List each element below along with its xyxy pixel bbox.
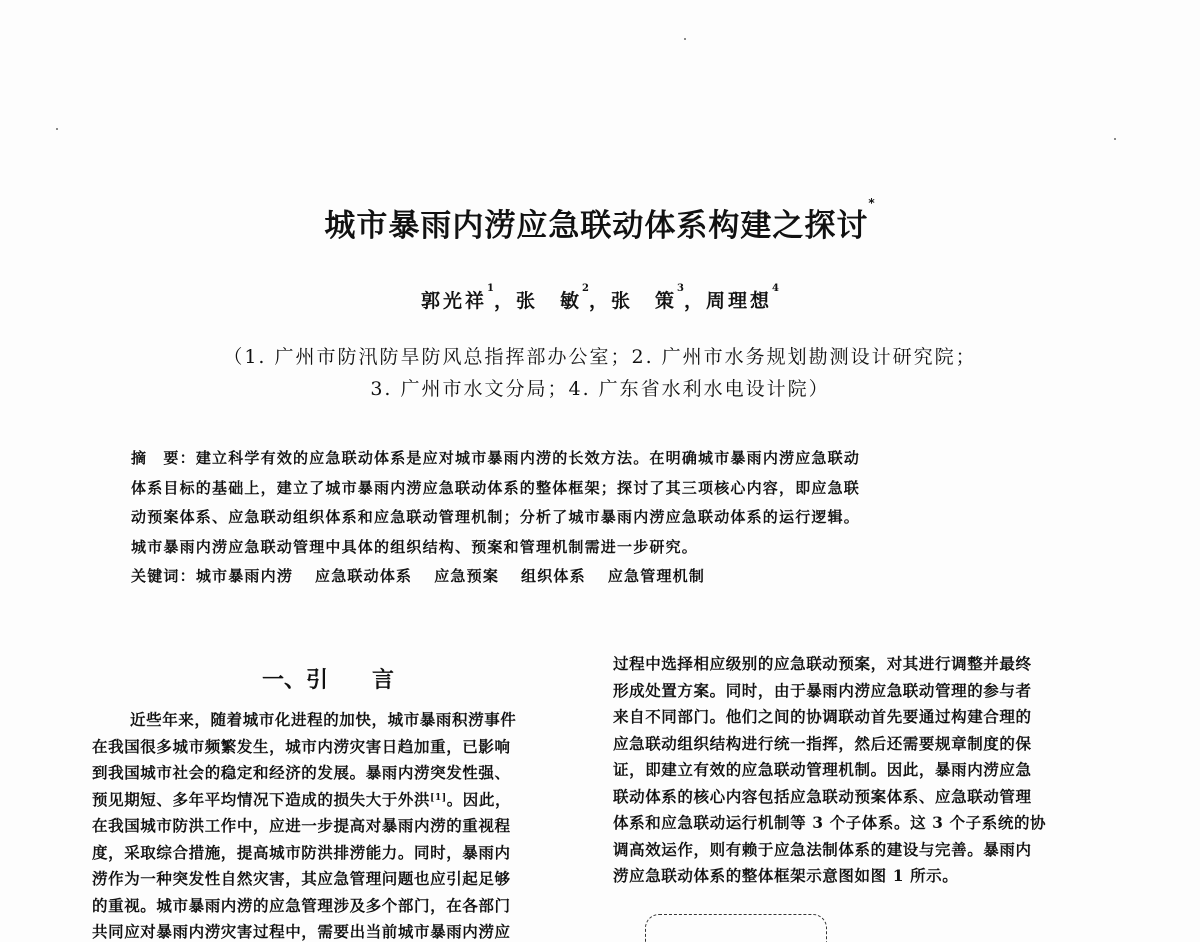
section-heading <box>262 663 394 694</box>
author-name: 张 策 <box>611 290 678 312</box>
body-line: 联动体系的核心内容包括应急联动预案体系、应急联动管理 <box>613 786 1032 806</box>
body-line: 的重视。城市暴雨内涝的应急管理涉及多个部门，在各部门 <box>92 895 511 915</box>
author-name: 周理想 <box>706 290 773 312</box>
author-affil-sup: 4 <box>772 283 779 294</box>
body-line: 来自不同部门。他们之间的协调联动首先要通过构建合理的 <box>613 707 1032 726</box>
scan-speck <box>684 38 686 40</box>
body-line: 证，即建立有效的应急联动管理机制。因此，暴雨内涝应急 <box>613 760 1032 779</box>
abstract-label: 摘 要： <box>131 449 196 467</box>
section-number: 一、 <box>262 668 307 693</box>
right-column <box>613 651 1103 890</box>
author-separator: ， <box>588 290 611 312</box>
body-line: 过程中选择相应级别的应急联动预案，对其进行调整并最终 <box>613 654 1032 673</box>
body-line: 调高效运作，则有赖于应急法制体系的建设与完善。暴雨内 <box>613 839 1032 859</box>
left-column <box>92 707 582 942</box>
paper-title <box>0 196 1200 245</box>
paper-title-text: 城市暴雨内涝应急联动体系构建之探讨 <box>324 208 869 244</box>
author-name: 张 敏 <box>516 290 583 312</box>
scan-speck <box>56 128 58 130</box>
section-title-part: 言 <box>372 668 395 693</box>
citation-mark: [1] <box>430 792 447 803</box>
author-affil-sup: 3 <box>677 283 684 294</box>
body-line: 应急联动组织结构进行统一指挥，然后还需要规章制度的保 <box>613 733 1032 753</box>
author-name: 郭光祥 <box>421 290 488 312</box>
keyword: 组织体系 <box>521 567 586 585</box>
body-line: 共同应对暴雨内涝灾害过程中，需要出当前城市暴雨内涝应 <box>92 922 511 941</box>
affiliation-line: （1. 广州市防汛防旱防风总指挥部办公室；2. 广州市水务规划勘测设计研究院； <box>223 346 977 368</box>
body-line: 近些年来，随着城市化进程的加快，城市暴雨积涝事件 <box>130 710 517 729</box>
body-line: 预见期短、多年平均情况下造成的损失大于外洪[1]。因此， <box>92 789 512 809</box>
affiliation-line: 3. 广州市水文分局；4. 广东省水利水电设计院） <box>370 378 830 400</box>
keyword: 应急预案 <box>434 567 500 585</box>
scan-speck <box>1114 138 1116 140</box>
figure-frame-top <box>645 914 827 942</box>
author-affil-sup: 2 <box>582 283 589 294</box>
abstract-line: 体系目标的基础上，建立了城市暴雨内涝应急联动体系的整体框架；探讨了其三项核心内容，即应急联 <box>131 478 861 497</box>
body-line: 体系和应急联动运行机制等 3 个子体系。这 3 个子系统的协 <box>613 813 1047 832</box>
author-separator: ， <box>683 290 706 312</box>
keyword: 应急管理机制 <box>607 567 706 585</box>
title-footnote-mark: * <box>868 196 876 210</box>
abstract-line <box>131 444 1071 474</box>
keywords-label: 关键词： <box>131 567 196 585</box>
abstract-line: 动预案体系、应急联动组织体系和应急联动管理机制；分析了城市暴雨内涝应急联动体系的运行逻辑。 <box>131 508 861 526</box>
body-line: 在我国城市防洪工作中，应进一步提高对暴雨内涝的重视程 <box>92 816 511 835</box>
body-line: 到我国城市社会的稳定和经济的发展。暴雨内涝突发性强、 <box>92 763 511 782</box>
keyword: 应急联动体系 <box>315 567 413 585</box>
body-line: 涝作为一种突发性自然灾害，其应急管理问题也应引起足够 <box>92 869 511 888</box>
body-line: 度，采取综合措施，提高城市防洪排涝能力。同时，暴雨内 <box>92 842 511 862</box>
abstract-line: 城市暴雨内涝应急联动管理中具体的组织结构、预案和管理机制需进一步研究。 <box>131 537 699 556</box>
abstract-text: 建立科学有效的应急联动体系是应对城市暴雨内涝的长效方法。在明确城市暴雨内涝应急联动 <box>195 449 861 467</box>
abstract-block <box>131 444 1071 592</box>
section-title-part: 引 <box>306 668 329 693</box>
body-line: 形成处置方案。同时，由于暴雨内涝应急联动管理的参与者 <box>613 680 1032 700</box>
keyword: 城市暴雨内涝 <box>195 567 294 585</box>
author-list <box>0 283 1200 313</box>
body-line: 涝应急联动体系的整体框架示意图如图 1 所示。 <box>613 866 959 885</box>
body-line: 在我国很多城市频繁发生，城市内涝灾害日趋加重，已影响 <box>92 736 511 756</box>
author-affil-sup: 1 <box>487 283 494 294</box>
author-separator: ， <box>493 290 516 312</box>
keywords-line <box>131 562 1071 592</box>
